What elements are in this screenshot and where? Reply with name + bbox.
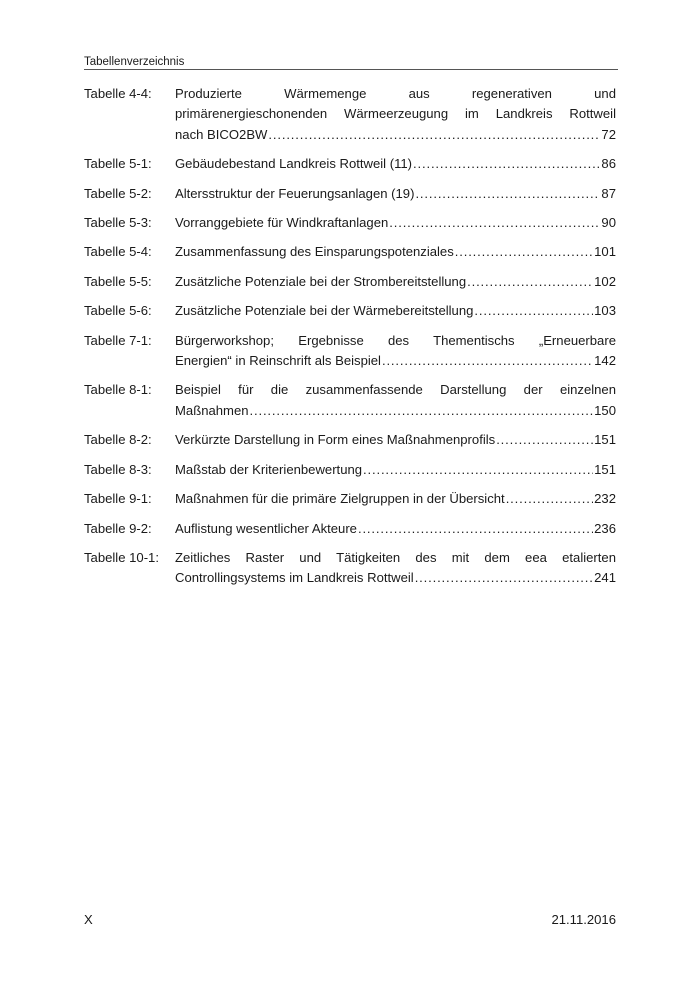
dot-leader (455, 242, 593, 262)
dot-leader (474, 301, 593, 321)
toc-entry-body (175, 272, 616, 292)
toc-entry-page-number: 236 (594, 520, 616, 536)
toc-entry-final-line (175, 242, 616, 262)
table-of-tables-list (84, 84, 616, 598)
toc-entry[interactable] (84, 380, 616, 421)
toc-entry-body (175, 489, 616, 509)
toc-entry-body (175, 380, 616, 421)
toc-entry-final-line (175, 519, 616, 539)
toc-entry-title: Zusätzliche Potenziale bei der Wärmebereitstellung (175, 303, 474, 319)
toc-entry-final-line (175, 351, 616, 371)
toc-entry-page-number: 232 (594, 491, 616, 507)
toc-entry-page-number: 72 (601, 126, 616, 142)
toc-entry-body (175, 184, 616, 204)
toc-entry-title: Energien“ in Reinschrift als Beispiel (175, 353, 381, 369)
toc-entry-final-line (175, 272, 616, 292)
toc-entry[interactable] (84, 460, 616, 480)
footer-date: 21.11.2016 (551, 912, 616, 927)
toc-entry-title: Vorranggebiete für Windkraftanlagen (175, 215, 389, 231)
dot-leader (415, 184, 600, 204)
toc-entry-page-number: 87 (601, 185, 616, 201)
toc-entry-title: Controllingsystems im Landkreis Rottweil (175, 570, 414, 586)
toc-entry-page-number: 241 (594, 570, 616, 586)
toc-entry-page-number: 102 (594, 273, 616, 289)
dot-leader (496, 430, 593, 450)
toc-entry-page-number: 151 (594, 432, 616, 448)
toc-entry-label: Tabelle 5-1: (84, 156, 152, 172)
dot-leader (268, 125, 600, 145)
toc-entry[interactable] (84, 272, 616, 292)
toc-entry-title-line: Zeitliches Raster und Tätigkeiten des mit dem eea etalierten (175, 549, 616, 565)
toc-entry-label: Tabelle 5-6: (84, 303, 152, 319)
toc-entry-title-line: Produzierte Wärmemenge aus regenerativen und (175, 86, 616, 101)
toc-entry-final-line (175, 184, 616, 204)
toc-entry-label: Tabelle 5-2: (84, 185, 152, 201)
toc-entry-body (175, 331, 616, 372)
dot-leader (413, 154, 600, 174)
toc-entry-body (175, 213, 616, 233)
toc-entry[interactable] (84, 331, 616, 372)
toc-entry-label: Tabelle 5-4: (84, 244, 152, 260)
toc-entry-body (175, 154, 616, 174)
dot-leader (358, 519, 593, 539)
toc-entry-final-line (175, 460, 616, 480)
toc-entry[interactable] (84, 184, 616, 204)
dot-leader (415, 568, 593, 588)
toc-entry-page-number: 103 (594, 303, 616, 319)
toc-entry-page-number: 150 (594, 402, 616, 418)
toc-entry-final-line (175, 401, 616, 421)
toc-entry[interactable] (84, 489, 616, 509)
footer-page-number: X (84, 912, 93, 927)
toc-entry-body (175, 84, 616, 145)
toc-entry-final-line (175, 213, 616, 233)
toc-entry-title: nach BICO2BW (175, 126, 268, 142)
toc-entry-title: Altersstruktur der Feuerungsanlagen (19) (175, 185, 415, 201)
toc-entry-page-number: 142 (594, 353, 616, 369)
toc-entry-label: Tabelle 4-4: (84, 86, 152, 101)
toc-entry-label: Tabelle 10-1: (84, 549, 159, 565)
toc-entry-label: Tabelle 9-1: (84, 491, 152, 507)
dot-leader (382, 351, 593, 371)
toc-entry-body (175, 460, 616, 480)
toc-entry[interactable] (84, 430, 616, 450)
header-title: Tabellenverzeichnis (84, 56, 185, 68)
toc-entry-page-number: 101 (594, 244, 616, 260)
toc-entry[interactable] (84, 84, 616, 145)
toc-entry[interactable] (84, 242, 616, 262)
toc-entry-label: Tabelle 9-2: (84, 520, 152, 536)
toc-entry-title-line: Bürgerworkshop; Ergebnisse des Thementischs „Erneuerbare (175, 332, 616, 348)
toc-entry-title: Maßnahmen (175, 402, 249, 418)
toc-entry-body (175, 430, 616, 450)
dot-leader (506, 489, 593, 509)
toc-entry-label: Tabelle 5-3: (84, 215, 152, 231)
toc-entry-title: Auflistung wesentlicher Akteure (175, 520, 357, 536)
toc-entry-title-line: Beispiel für die zusammenfassende Darstellung der einzelnen (175, 382, 616, 398)
toc-entry-title: Verkürzte Darstellung in Form eines Maßnahmenprofils (175, 432, 496, 448)
toc-entry[interactable] (84, 154, 616, 174)
toc-entry-label: Tabelle 5-5: (84, 273, 152, 289)
toc-entry-final-line (175, 489, 616, 509)
toc-entry-label: Tabelle 8-3: (84, 461, 152, 477)
toc-entry-page-number: 86 (601, 156, 616, 172)
toc-entry-title: Maßstab der Kriterienbewertung (175, 461, 363, 477)
toc-entry-final-line (175, 430, 616, 450)
toc-entry-final-line (175, 301, 616, 321)
toc-entry-final-line (175, 125, 616, 145)
toc-entry-body (175, 301, 616, 321)
dot-leader (389, 213, 600, 233)
dot-leader (250, 401, 594, 421)
toc-entry-label: Tabelle 7-1: (84, 332, 152, 348)
toc-entry-page-number: 90 (601, 215, 616, 231)
dot-leader (467, 272, 593, 292)
toc-entry-label: Tabelle 8-1: (84, 382, 152, 398)
toc-entry-page-number: 151 (594, 461, 616, 477)
toc-entry-title: Zusammenfassung des Einsparungspotenziales (175, 244, 454, 260)
toc-entry-title: Gebäudebestand Landkreis Rottweil (11) (175, 156, 413, 172)
toc-entry-label: Tabelle 8-2: (84, 432, 152, 448)
toc-entry-title: Maßnahmen für die primäre Zielgruppen in der Übersicht (175, 491, 505, 507)
toc-entry-body (175, 548, 616, 589)
toc-entry-final-line (175, 568, 616, 588)
toc-entry-final-line (175, 154, 616, 174)
toc-entry-body (175, 519, 616, 539)
toc-entry[interactable] (84, 301, 616, 321)
running-header (84, 56, 618, 70)
toc-entry[interactable] (84, 519, 616, 539)
toc-entry-title: Zusätzliche Potenziale bei der Strombereitstellung (175, 273, 467, 289)
toc-entry[interactable] (84, 548, 616, 589)
toc-entry-body (175, 242, 616, 262)
toc-entry[interactable] (84, 213, 616, 233)
toc-entry-title-line: primärenergieschonenden Wärmeerzeugung im Landkreis Rottweil (175, 106, 616, 122)
dot-leader (363, 460, 593, 480)
